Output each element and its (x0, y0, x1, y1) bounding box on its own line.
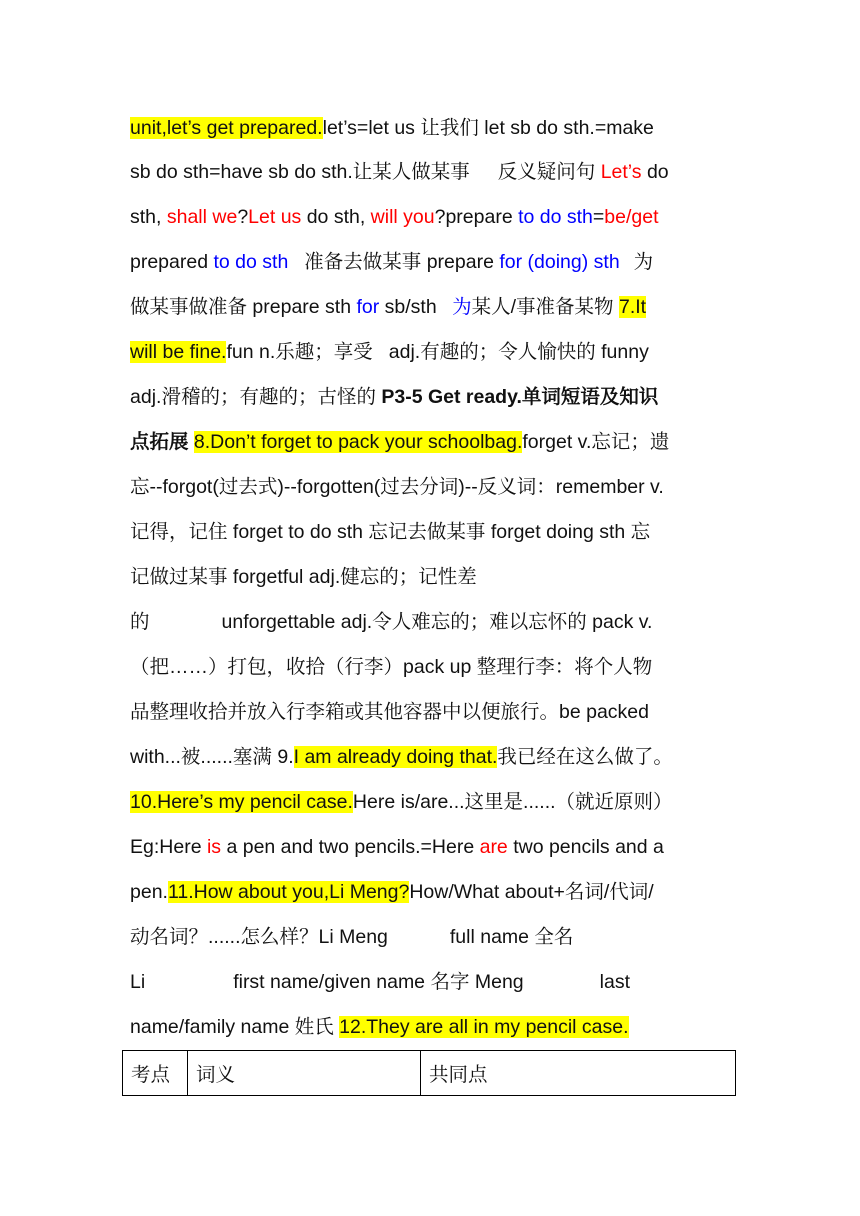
text-segment: 我已经在这么做了。 (497, 746, 673, 768)
table-header-row (123, 1051, 736, 1096)
text-segment: 记做过某事 forgetful adj.健忘的；记性差 (130, 566, 477, 588)
text-segment: Let’s (600, 161, 642, 183)
table-header-cell: 共同点 (421, 1051, 736, 1096)
text-segment: Li (130, 971, 146, 993)
text-segment: 为 (452, 296, 472, 318)
text-line (130, 383, 740, 411)
text-segment: P3-5 Get ready.单词短语及知识 (381, 386, 659, 408)
text-segment: sb do sth=have sb do sth.让某人做某事 (130, 161, 470, 183)
text-segment: pen. (130, 881, 168, 903)
text-line (130, 248, 740, 276)
text-segment: 某人/事准备某物 (471, 296, 619, 318)
text-segment: to do sth (518, 206, 593, 228)
text-segment: 12.They are all in my pencil case. (339, 1016, 629, 1038)
text-line (130, 293, 740, 321)
text-segment: shall we (166, 206, 238, 228)
text-segment: will be fine. (130, 341, 227, 363)
text-segment: for (doing) sth (499, 251, 620, 273)
text-segment: last (599, 971, 630, 993)
text-segment: adj.滑稽的；有趣的；古怪的 (130, 386, 382, 408)
text-segment: do sth, (301, 206, 371, 228)
text-segment: I am already doing that. (293, 746, 498, 768)
text-segment: ?prepare (434, 206, 519, 228)
text-line (130, 788, 740, 816)
text-segment: sb/sth (379, 296, 443, 318)
text-line (130, 833, 740, 861)
text-line (130, 518, 740, 546)
text-segment: How/What about+名词/代词/ (409, 881, 654, 903)
text-segment: to do sth (213, 251, 289, 273)
table-header-cell: 词义 (188, 1051, 421, 1096)
text-line (130, 698, 740, 726)
text-segment: are (479, 836, 508, 858)
text-segment: adj.有趣的；令人愉快的 funny (388, 341, 649, 363)
text-line (130, 653, 740, 681)
text-segment: = (592, 206, 605, 228)
text-segment: 11.How about you,Li Meng? (167, 881, 410, 903)
text-segment: 8.Don’t forget to pack your schoolbag. (193, 431, 523, 453)
text-segment: unforgettable adj.令人难忘的；难以忘怀的 pack v. (221, 611, 653, 633)
text-line (130, 968, 740, 996)
text-segment: 10.Here’s my pencil case. (130, 791, 353, 813)
text-segment: forget v.忘记；遗 (522, 431, 670, 453)
text-segment: 记得，记住 forget to do sth 忘记去做某事 forget doing sth 忘 (130, 521, 651, 543)
text-segment: Here is/are...这里是......（就近原则） (352, 791, 673, 813)
text-segment: unit,let’s get prepared. (130, 117, 323, 139)
text-segment: full name 全名 (449, 926, 574, 948)
text-segment: with...被......塞满 9. (130, 746, 294, 768)
text-segment: first name/given name 名字 Meng (233, 971, 524, 993)
text-line (130, 114, 740, 142)
text-line (130, 203, 740, 231)
text-line (130, 743, 740, 771)
text-segment: Let us (248, 206, 302, 228)
text-segment: 忘--forgot(过去式)--forgotten(过去分词)--反义词：remember v. (130, 476, 664, 498)
text-segment: 的 (130, 611, 150, 633)
text-line (130, 473, 740, 501)
text-segment: 反义疑问句 (497, 161, 601, 183)
text-segment: 7.It (618, 296, 647, 318)
text-segment: 品整理收拾并放入行李箱或其他容器中以便旅行。be packed (130, 701, 649, 723)
text-segment: fun n.乐趣；享受 (226, 341, 373, 363)
comparison-table (122, 1050, 736, 1096)
text-line (130, 428, 740, 456)
text-segment: do (641, 161, 669, 183)
text-line (130, 338, 740, 366)
text-segment: 做某事做准备 prepare sth (130, 296, 357, 318)
text-segment: （把……）打包，收拾（行李）pack up 整理行李：将个人物 (130, 656, 653, 678)
text-segment: for (356, 296, 380, 318)
text-line (130, 878, 740, 906)
text-segment: two pencils and a (507, 836, 664, 858)
text-segment: a pen and two pencils.=Here (221, 836, 480, 858)
table-header-cell: 考点 (123, 1051, 188, 1096)
text-segment: is (206, 836, 222, 858)
text-segment: 为 (633, 251, 654, 273)
text-segment: let’s=let us 让我们 let sb do sth.=make (322, 117, 654, 139)
text-segment: ? (237, 206, 249, 228)
text-segment: 准备去做某事 prepare (304, 251, 500, 273)
text-segment: name/family name 姓氏 (130, 1016, 340, 1038)
text-line (130, 1013, 740, 1041)
text-line (130, 563, 740, 591)
text-segment: 点拓展 (130, 431, 194, 453)
text-segment: Eg:Here (130, 836, 207, 858)
text-line (130, 923, 740, 951)
text-segment: prepared (130, 251, 214, 273)
text-segment: 动名词？......怎么样？Li Meng (130, 926, 388, 948)
text-segment: sth, (130, 206, 167, 228)
text-segment: will you (370, 206, 435, 228)
text-line (130, 158, 740, 186)
text-line (130, 608, 740, 636)
text-segment: be/get (604, 206, 659, 228)
